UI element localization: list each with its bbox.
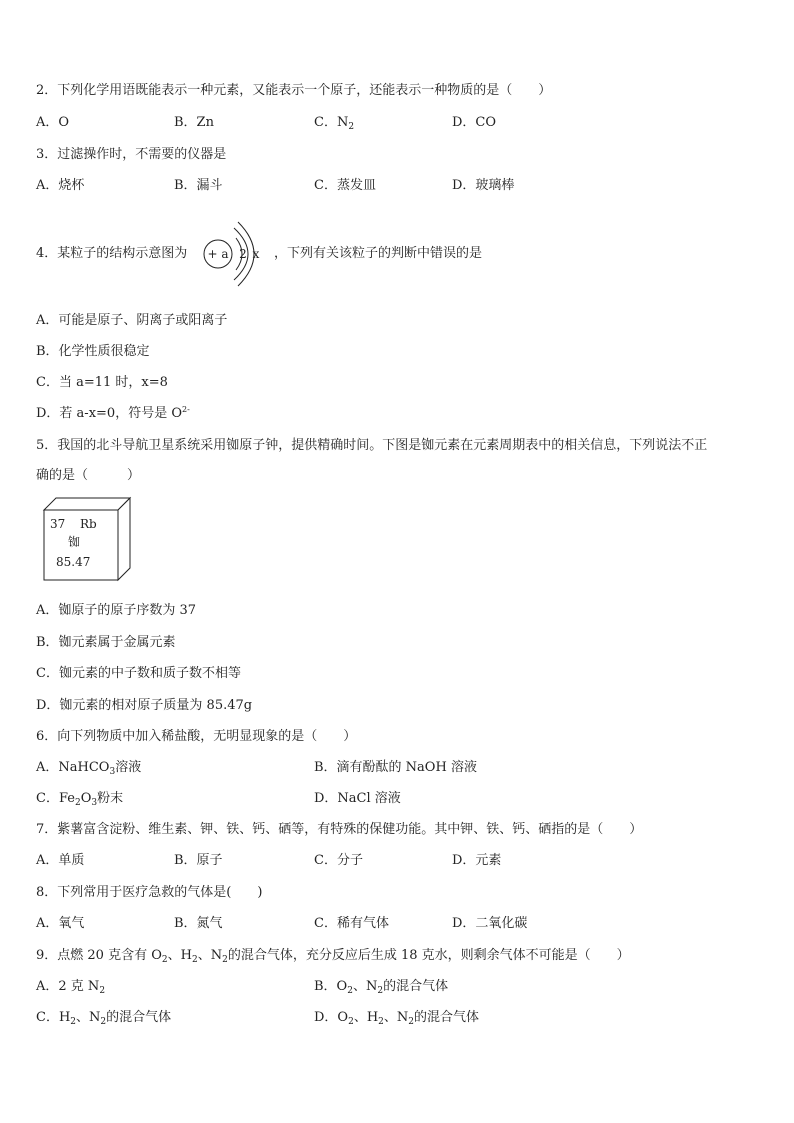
element-card-rubidium bbox=[42, 496, 132, 582]
q3-stem: 3．过滤操作时，不需要的仪器是 bbox=[36, 147, 227, 162]
q6-option-d: D．NaCl 溶液 bbox=[314, 791, 401, 806]
q3-option-c: C．蒸发皿 bbox=[314, 178, 376, 193]
q9-option-a: A．2 克 $N_2$ bbox=[36, 979, 106, 996]
q6-option-a: A．NaHCO$_3$溶液 bbox=[36, 760, 142, 777]
q9-stem: 9．点燃 20 克含有 $O_2$、$H_2$、$N_2$的混合气体，充分反应后生成 18 克水，则剩余气体不可能是（ ） bbox=[36, 948, 630, 965]
element-atomic-number: 37 bbox=[50, 517, 66, 531]
element-name: 铷 bbox=[68, 535, 81, 549]
q2-option-a: A．O bbox=[36, 115, 70, 130]
q8-option-d: D．二氧化碳 bbox=[452, 916, 528, 931]
q2-option-d: D．CO bbox=[452, 115, 497, 130]
q4-option-a: A．可能是原子、阴离子或阳离子 bbox=[36, 313, 228, 328]
q6-stem: 6．向下列物质中加入稀盐酸，无明显现象的是（ ） bbox=[36, 729, 357, 744]
q8-option-c: C．稀有气体 bbox=[314, 916, 389, 931]
q5-option-a: A．铷原子的原子序数为 37 bbox=[36, 603, 197, 618]
q7-option-c: C．分子 bbox=[314, 853, 363, 868]
q9-option-d: D．$O_2$、$H_2$、$N_2$的混合气体 bbox=[314, 1010, 480, 1027]
q5-option-b: B．铷元素属于金属元素 bbox=[36, 635, 176, 650]
shell-2-electrons: x bbox=[252, 247, 260, 261]
q5-option-d: D．铷元素的相对原子质量为 85.47g bbox=[36, 698, 253, 713]
q6-option-b: B．滴有酚酞的 NaOH 溶液 bbox=[314, 760, 477, 775]
q9-option-b: B．$O_2$、$N_2$的混合气体 bbox=[314, 979, 449, 996]
q2-stem: 2．下列化学用语既能表示一种元素，又能表示一个原子，还能表示一种物质的是（ ） bbox=[36, 83, 552, 98]
shell-1-electrons: 2 bbox=[239, 247, 247, 261]
element-atomic-mass: 85.47 bbox=[56, 555, 91, 569]
q8-stem: 8．下列常用于医疗急救的气体是( ) bbox=[36, 885, 263, 900]
q2-option-c: C．$N_2$ bbox=[314, 115, 355, 132]
q5-stem-line1: 5．我国的北斗导航卫星系统采用铷原子钟，提供精确时间。下图是铷元素在元素周期表中的相关信息，下列说法不正 bbox=[36, 438, 708, 453]
q7-option-b: B．原子 bbox=[174, 853, 223, 868]
q4-stem-before: 4．某粒子的结构示意图为 bbox=[36, 246, 188, 261]
q7-option-d: D．元素 bbox=[452, 853, 502, 868]
q5-stem-line2: 确的是（ ） bbox=[36, 468, 141, 483]
nucleus-charge: + a bbox=[207, 247, 229, 261]
element-symbol: Rb bbox=[80, 517, 97, 531]
q4-option-c: C．当 a=11 时，x=8 bbox=[36, 375, 168, 390]
q3-option-b: B．漏斗 bbox=[174, 178, 223, 193]
q5-option-c: C．铷元素的中子数和质子数不相等 bbox=[36, 666, 241, 681]
atom-structure-diagram bbox=[198, 218, 276, 288]
q2-option-b: B．Zn bbox=[174, 115, 214, 130]
q4-option-d: D．若 a-x=0，符号是 $O^{2-}$ bbox=[36, 405, 190, 421]
q4-stem-after: ，下列有关该粒子的判断中错误的是 bbox=[274, 246, 483, 261]
q7-option-a: A．单质 bbox=[36, 853, 85, 868]
q8-option-b: B．氮气 bbox=[174, 916, 223, 931]
q3-option-d: D．玻璃棒 bbox=[452, 178, 515, 193]
q6-option-c: C．$Fe_2O_3$粉末 bbox=[36, 791, 124, 808]
q3-option-a: A．烧杯 bbox=[36, 178, 85, 193]
q8-option-a: A．氧气 bbox=[36, 916, 85, 931]
q7-stem: 7．紫薯富含淀粉、维生素、钾、铁、钙、硒等，有特殊的保健功能。其中钾、铁、钙、硒指的是（ ） bbox=[36, 822, 643, 837]
q4-option-b: B．化学性质很稳定 bbox=[36, 344, 150, 359]
q9-option-c: C．$H_2$、$N_2$的混合气体 bbox=[36, 1010, 172, 1027]
